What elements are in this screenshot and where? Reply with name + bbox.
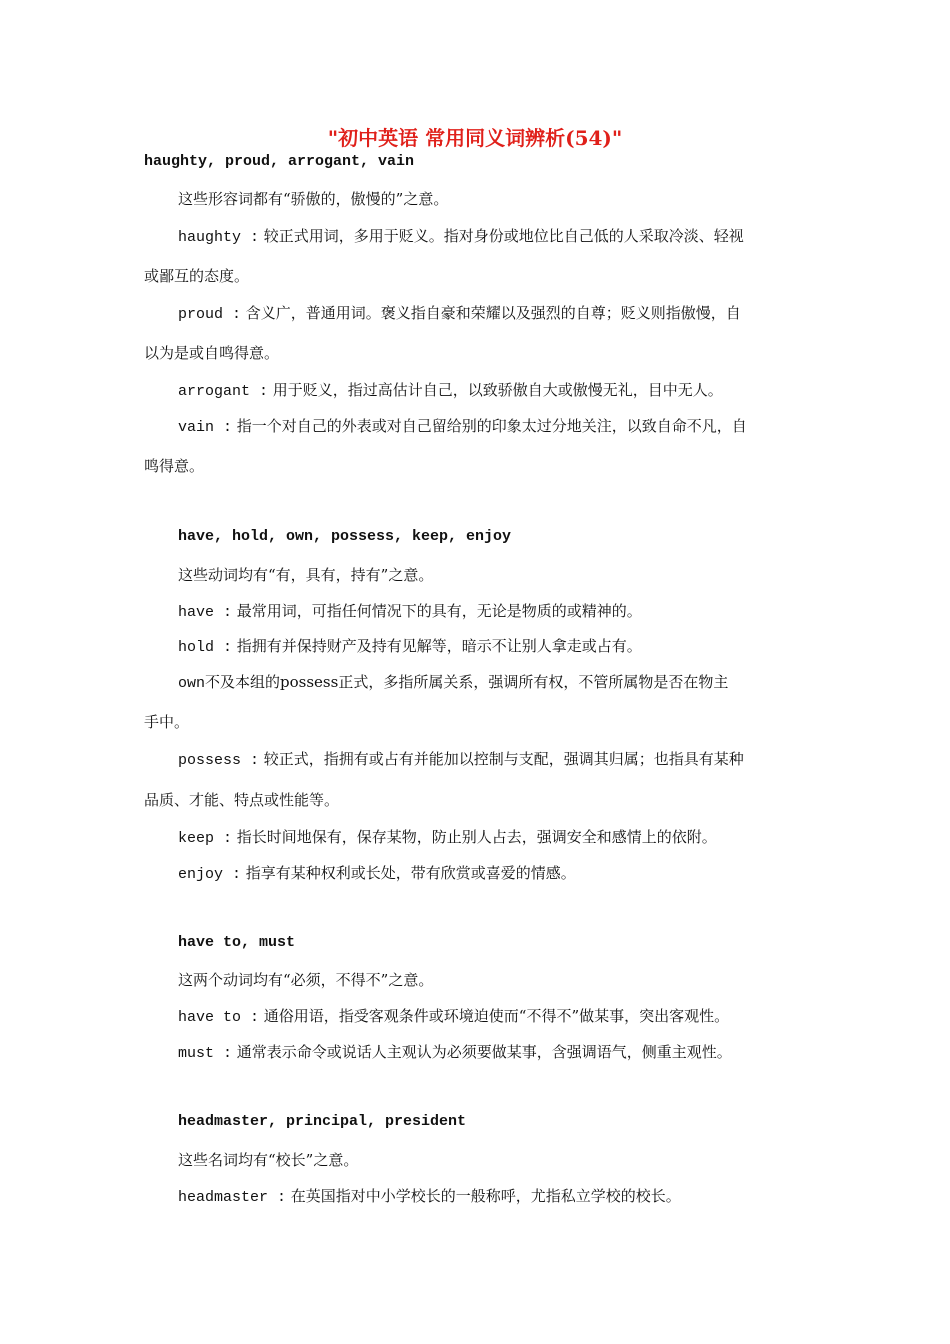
entry-line [178,415,747,436]
entry-text: 不及本组的possess正式，多指所属关系，强调所有权，不管所属物是否在物主 [205,673,729,691]
entry-continuation: 或鄙互的态度。 [144,267,250,285]
entry-text: 指一个对自己的外表或对自己留给别的印象太过分地关注，以致自命不凡，自 [232,417,747,435]
entry-line [178,748,744,769]
entry-line [178,826,717,847]
entry-term: arrogant : [178,383,269,400]
entry-line [178,302,741,323]
section-intro: 这些名词均有“校长”之意。 [178,1151,359,1169]
entry-term: keep : [178,830,233,847]
entry-term: headmaster : [178,1189,287,1206]
entry-text: 指长时间地保有，保存某物，防止别人占去，强调安全和感情上的依附。 [232,828,717,846]
entry-text: 在英国指对中小学校长的一般称呼，尤指私立学校的校长。 [286,1187,681,1205]
entry-line [178,1005,729,1026]
entry-term: possess : [178,752,260,769]
entry-line [178,1041,732,1062]
entry-term: have to : [178,1009,260,1026]
entry-text: 含义广，普通用词。褒义指自豪和荣耀以及强烈的自尊；贬义则指傲慢，自 [241,304,741,322]
entry-line [178,635,642,656]
entry-text: 较正式，指拥有或占有并能加以控制与支配，强调其归属；也指具有某种 [259,750,744,768]
entry-term: enjoy : [178,866,242,883]
section-heading: have, hold, own, possess, keep, enjoy [178,528,512,545]
section-intro: 这些动词均有“有，具有，持有”之意。 [178,566,434,584]
entry-text: 用于贬义，指过高估计自己，以致骄傲自大或傲慢无礼，目中无人。 [268,381,723,399]
entry-term: vain : [178,419,233,436]
entry-text: 较正式用词，多用于贬义。指对身份或地位比自己低的人采取冷淡、轻视 [259,227,744,245]
entry-continuation: 以为是或自鸣得意。 [144,344,280,362]
entry-text: 指享有某种权利或长处，带有欣赏或喜爱的情感。 [241,864,576,882]
entry-line [178,1185,681,1206]
section-heading: haughty, proud, arrogant, vain [144,153,415,170]
section-intro: 这两个动词均有“必须，不得不”之意。 [178,971,434,989]
entry-term: hold : [178,639,233,656]
section-intro: 这些形容词都有“骄傲的，傲慢的”之意。 [178,190,449,208]
entry-text: 通俗用语，指受客观条件或环境迫使而“不得不”做某事，突出客观性。 [259,1007,730,1025]
entry-line [178,379,723,400]
entry-line [178,862,576,883]
entry-text: 通常表示命令或说话人主观认为必须要做某事，含强调语气，侧重主观性。 [232,1043,732,1061]
section-heading: have to, must [178,934,296,951]
entry-term: must : [178,1045,233,1062]
entry-continuation: 手中。 [144,713,190,731]
entry-term: haughty : [178,229,260,246]
entry-text: 最常用词，可指任何情况下的具有，无论是物质的或精神的。 [232,602,642,620]
section-heading: headmaster, principal, president [178,1113,467,1130]
entry-line [178,225,744,246]
page-title: "初中英语 常用同义词辨析(54)" [327,126,623,150]
entry-term: have : [178,604,233,621]
entry-text: 指拥有并保持财产及持有见解等，暗示不让别人拿走或占有。 [232,637,642,655]
entry-continuation: 品质、才能、特点或性能等。 [144,791,340,809]
entry-term: proud : [178,306,242,323]
entry-continuation: 鸣得意。 [144,457,205,475]
entry-line [178,671,728,692]
entry-line [178,600,642,621]
entry-term: own [178,675,206,692]
